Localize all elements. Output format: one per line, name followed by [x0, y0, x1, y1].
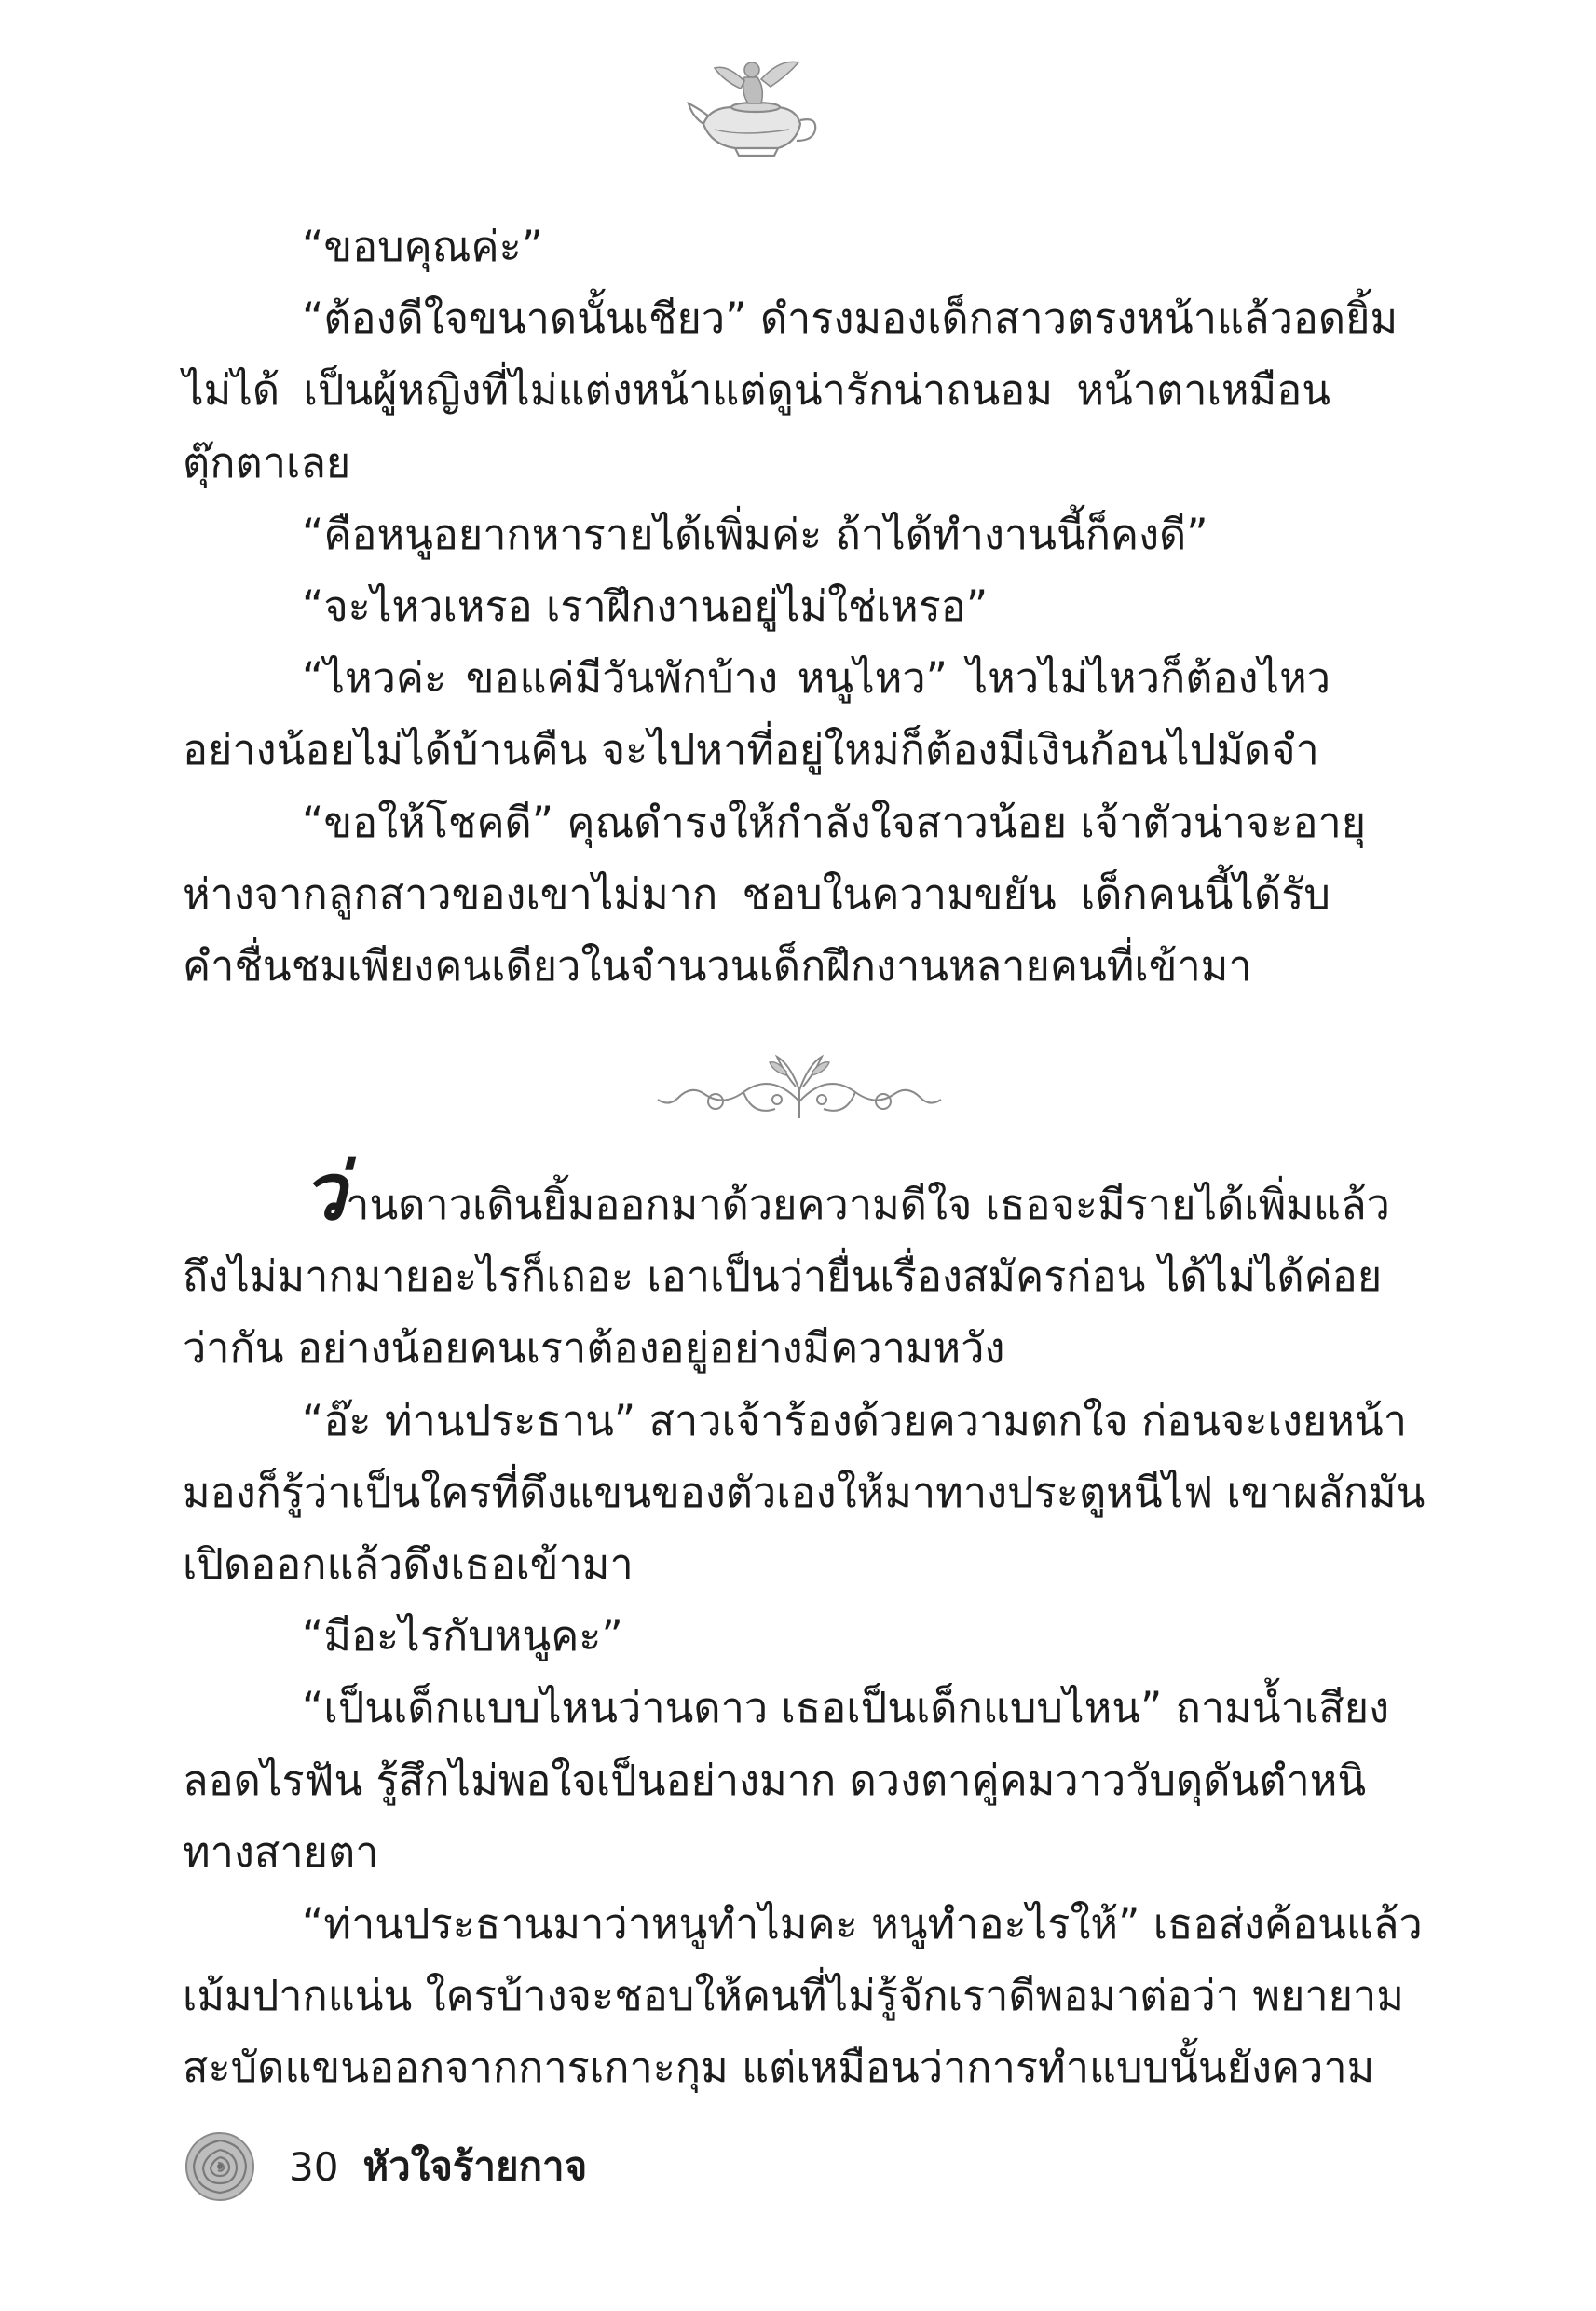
paragraph-11-line-1: “ท่านประธานมาว่าหนูทำไมคะ หนูทำอะไรให้” เธอส่งค้อนแล้ว [302, 1899, 1423, 1949]
paragraph-6-line-2: ห่างจากลูกสาวของเขาไม่มาก ชอบในความขยัน เด็กคนนี้ได้รับ [183, 868, 1330, 919]
paragraph-7-line-3: ว่ากัน อย่างน้อยคนเราต้องอยู่อย่างมีความหวัง [183, 1323, 1005, 1374]
page-number: 30 [289, 2143, 339, 2190]
paragraph-5-line-2: อย่างน้อยไม่ได้บ้านคืน จะไปหาที่อยู่ใหม่ก็ต้องมีเงินก้อนไปมัดจำ [183, 725, 1319, 775]
floral-divider-icon [613, 1044, 986, 1137]
paragraph-5-line-1: “ไหวค่ะ ขอแค่มีวันพักบ้าง หนูไหว” ไหวไม่ไหวก็ต้องไหว [302, 653, 1330, 704]
paragraph-9-line-1: “มีอะไรกับหนูคะ” [302, 1611, 623, 1661]
paragraph-10-line-2: ลอดไรฟัน รู้สึกไม่พอใจเป็นอย่างมาก ดวงตาคู่คมวาววับดุดันตำหนิ [183, 1755, 1367, 1805]
dropcap-letter: ว่ [302, 1146, 347, 1238]
paragraph-4-line-1: “จะไหวเหรอ เราฝึกงานอยู่ไม่ใช่เหรอ” [302, 581, 989, 632]
paragraph-7-line-2: ถึงไม่มากมายอะไรก็เถอะ เอาเป็นว่ายื่นเรื่องสมัครก่อน ได้ไม่ได้ค่อย [183, 1251, 1383, 1302]
page-footer [183, 2125, 587, 2208]
paragraph-8-line-1: “อ๊ะ ท่านประธาน” สาวเจ้าร้องด้วยความตกใจ ก่อนจะเงยหน้า [302, 1395, 1407, 1445]
paragraph-3-line-1: “คือหนูอยากหารายได้เพิ่มค่ะ ถ้าได้ทำงานนี้ก็คงดี” [302, 509, 1208, 559]
paragraph-11-line-2: เม้มปากแน่น ใครบ้างจะชอบให้คนที่ไม่รู้จักเราดีพอมาต่อว่า พยายาม [183, 1971, 1404, 2021]
paragraph-7-line-1 [183, 1146, 1390, 1240]
paragraph-7-line-1-text: านดาวเดินยิ้มออกมาด้วยความดีใจ เธอจะมีรายได้เพิ่มแล้ว [346, 1180, 1390, 1229]
paragraph-2-line-2: ไม่ได้ เป็นผู้หญิงที่ไม่แต่งหน้าแต่ดูน่ารักน่าถนอม หน้าตาเหมือน [183, 365, 1330, 416]
paragraph-2-line-1: “ต้องดีใจขนาดนั้นเชียว” ดำรงมองเด็กสาวตรงหน้าแล้วอดยิ้ม [302, 294, 1398, 344]
paragraph-1-line-1: “ขอบคุณค่ะ” [302, 222, 544, 271]
paragraph-2-line-3: ตุ๊กตาเลย [183, 437, 351, 487]
paragraph-8-line-2: มองก็รู้ว่าเป็นใครที่ดึงแขนของตัวเองให้มาทางประตูหนีไฟ เขาผลักมัน [183, 1467, 1425, 1517]
paragraph-6-line-1: “ขอให้โชคดี” คุณดำรงให้กำลังใจสาวน้อย เจ้าตัวน่าจะอายุ [302, 797, 1367, 847]
book-title: หัวใจร้ายกาจ [362, 2143, 588, 2189]
paragraph-11-line-3: สะบัดแขนออกจากการเกาะกุม แต่เหมือนว่าการทำแบบนั้นยังความ [183, 2043, 1375, 2093]
text-block-top [183, 211, 1398, 1002]
paragraph-10-line-1: “เป็นเด็กแบบไหนว่านดาว เธอเป็นเด็กแบบไหน” ถามน้ำเสียง [302, 1683, 1390, 1733]
text-block-bottom [183, 1146, 1425, 2104]
paragraph-8-line-3: เปิดออกแล้วดึงเธอเข้ามา [183, 1539, 634, 1590]
cupid-teapot-ornament-icon [687, 51, 822, 161]
paragraph-6-line-3: คำชื่นชมเพียงคนเดียวในจำนวนเด็กฝึกงานหลายคนที่เข้ามา [183, 941, 1252, 991]
paragraph-10-line-3: ทางสายตา [183, 1826, 379, 1877]
rose-icon [183, 2129, 257, 2204]
